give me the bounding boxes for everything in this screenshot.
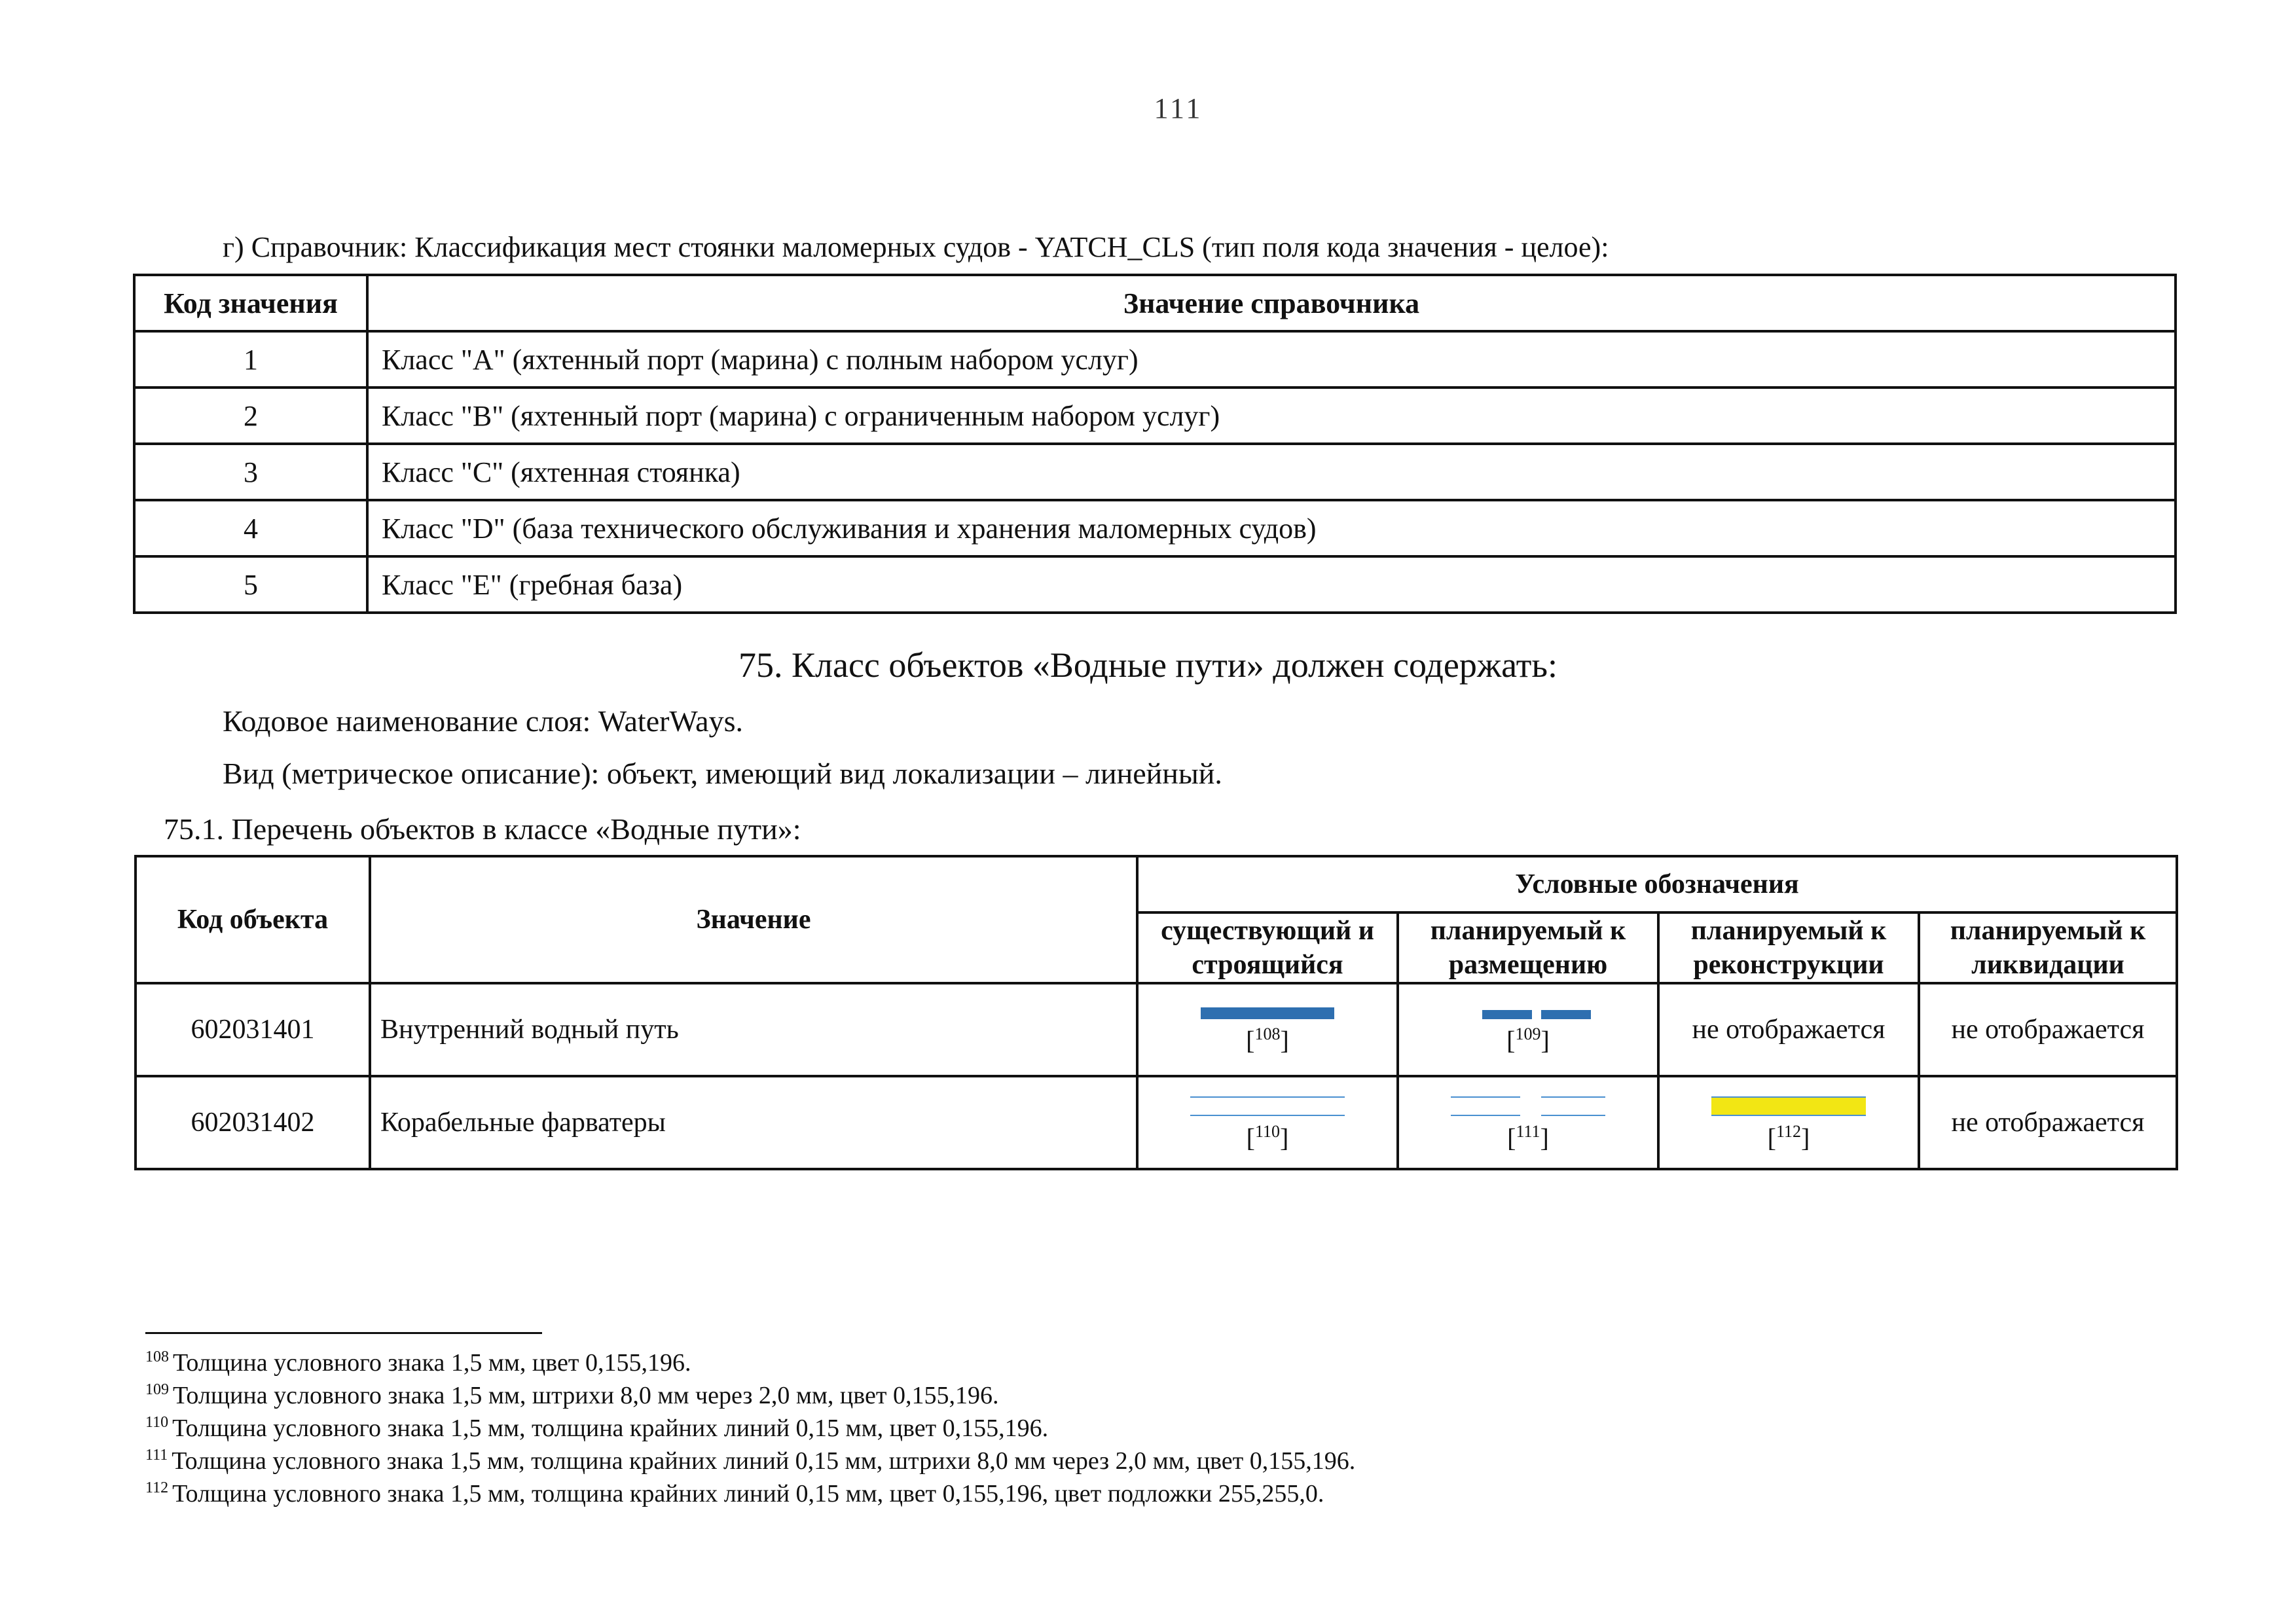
footnote-reference: [$^{112}$] <box>1767 1121 1810 1153</box>
footnote-109: $^{109}$ Толщина условного знака 1,5 мм, штрихи 8,0 мм через 2,0 мм, цвет 0,155,196. <box>145 1381 999 1409</box>
symbol-cell-planned-reconstruction <box>1658 983 1919 1076</box>
layer-code-paragraph: Кодовое наименование слоя: WaterWays. <box>223 704 743 738</box>
symbol-cell-planned-liquidation <box>1919 983 2177 1076</box>
dictionary-caption: г) Справочник: Классификация мест стоянки маломерных судов - YATCH_CLS (тип поля кода значения - целое): <box>223 231 1609 263</box>
table-row <box>134 388 2176 444</box>
object-value: Корабельные фарватеры <box>370 1076 1137 1169</box>
table-row <box>136 1076 2177 1169</box>
objects-list-caption: 75.1. Перечень объектов в классе «Водные пути»: <box>164 812 801 846</box>
object-code: 602031402 <box>136 1076 370 1169</box>
row-code: 5 <box>134 556 367 613</box>
metric-type-paragraph: Вид (метрическое описание): объект, имеющий вид локализации – линейный. <box>223 757 1222 790</box>
row-value: Класс "А" (яхтенный порт (марина) с полным набором услуг) <box>367 331 2176 388</box>
row-code: 2 <box>134 388 367 444</box>
footnote-108: $^{108}$ Толщина условного знака 1,5 мм, цвет 0,155,196. <box>145 1348 691 1377</box>
symbol-cell-existing <box>1137 1076 1398 1169</box>
row-code: 1 <box>134 331 367 388</box>
row-code: 4 <box>134 500 367 556</box>
footnote-separator <box>145 1332 542 1334</box>
solid-thick-line-symbol <box>1195 1003 1339 1023</box>
not-displayed-label: не отображается <box>1951 1108 2145 1138</box>
footnote-110: $^{110}$ Толщина условного знака 1,5 мм, толщина крайних линий 0,15 мм, цвет 0,155,196. <box>145 1414 1049 1442</box>
footnote-reference: [$^{110}$] <box>1246 1121 1289 1153</box>
footnote-112: $^{112}$ Толщина условного знака 1,5 мм, толщина крайних линий 0,15 мм, цвет 0,155,196, цвет подложки 255,255,0. <box>145 1479 1324 1507</box>
symbol-cell-planned-placement <box>1398 983 1658 1076</box>
footnote-reference: [$^{109}$] <box>1506 1024 1550 1055</box>
column-header-symbols: Условные обозначения <box>1137 856 2177 912</box>
dashed-double-thin-line-symbol <box>1449 1092 1607 1121</box>
objects-table <box>134 855 2178 1170</box>
column-header-value: Значение <box>370 856 1137 983</box>
table-header-row <box>134 275 2176 331</box>
column-header-value: Значение справочника <box>367 275 2176 331</box>
row-code: 3 <box>134 444 367 500</box>
not-displayed-label: не отображается <box>1951 1015 2145 1045</box>
table-row <box>134 444 2176 500</box>
table-row <box>136 983 2177 1076</box>
not-displayed-label: не отображается <box>1692 1015 1886 1045</box>
section-heading: 75. Класс объектов «Водные пути» должен содержать: <box>738 645 1558 685</box>
column-header-planned-reconstruction: планируемый к реконструкции <box>1658 912 1919 983</box>
table-header-row <box>136 856 2177 912</box>
column-header-existing: существующий и строящийся <box>1137 912 1398 983</box>
dictionary-table <box>133 274 2177 614</box>
footnote-reference: [$^{111}$] <box>1507 1121 1549 1153</box>
symbol-cell-planned-reconstruction <box>1658 1076 1919 1169</box>
column-header-code: Код значения <box>134 275 367 331</box>
column-header-object-code: Код объекта <box>136 856 370 983</box>
symbol-cell-planned-placement <box>1398 1076 1658 1169</box>
table-row <box>134 331 2176 388</box>
footnote-111: $^{111}$ Толщина условного знака 1,5 мм, толщина крайних линий 0,15 мм, штрихи 8,0 мм через 2,0 мм, цвет 0,155,196. <box>145 1447 1356 1475</box>
row-value: Класс "С" (яхтенная стоянка) <box>367 444 2176 500</box>
symbol-cell-existing <box>1137 983 1398 1076</box>
dashed-thick-line-symbol <box>1456 1003 1600 1023</box>
page-number: 111 <box>1154 92 1203 124</box>
object-code: 602031401 <box>136 983 370 1076</box>
column-header-planned-placement: планируемый к размещению <box>1398 912 1658 983</box>
table-row <box>134 556 2176 613</box>
row-value: Класс "D" (база технического обслуживания и хранения маломерных судов) <box>367 500 2176 556</box>
yellow-fill-double-line-symbol <box>1710 1092 1867 1121</box>
symbol-cell-planned-liquidation <box>1919 1076 2177 1169</box>
footnote-reference: [$^{108}$] <box>1246 1024 1289 1055</box>
column-header-planned-liquidation: планируемый к ликвидации <box>1919 912 2177 983</box>
row-value: Класс "Е" (гребная база) <box>367 556 2176 613</box>
object-value: Внутренний водный путь <box>370 983 1137 1076</box>
double-thin-line-symbol <box>1189 1092 1346 1121</box>
row-value: Класс "В" (яхтенный порт (марина) с ограниченным набором услуг) <box>367 388 2176 444</box>
table-row <box>134 500 2176 556</box>
